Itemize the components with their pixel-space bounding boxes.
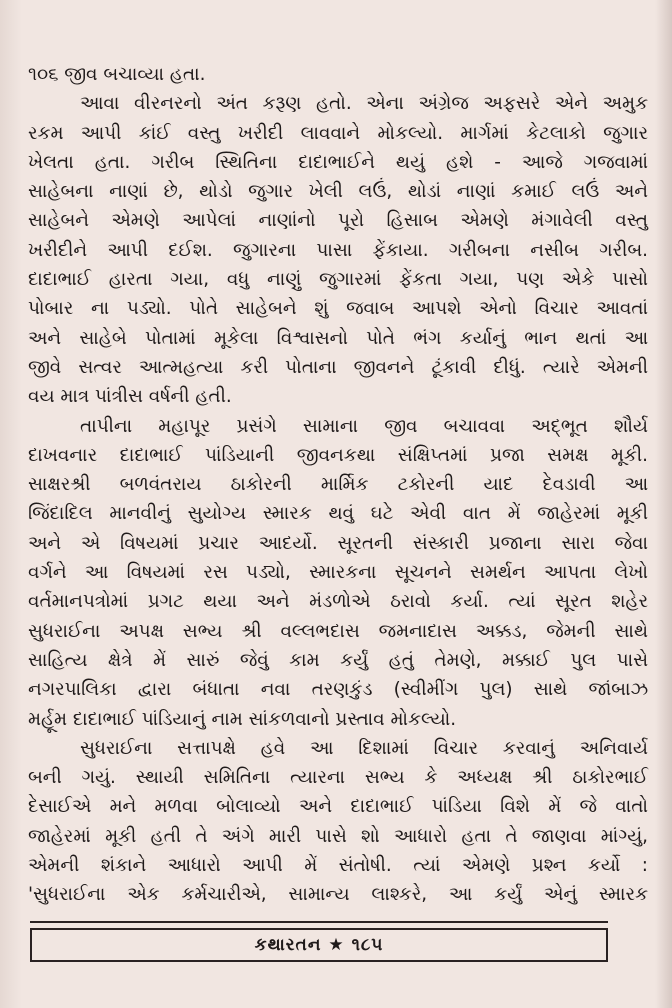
body-line: દાદાભાઈ હારતા ગયા, વધુ નાણું જુગારમાં ફેંકતા ગયા, પણ એકે પાસો bbox=[28, 269, 648, 291]
body-line: બની ગયું. સ્થાયી સમિતિના ત્યારના સભ્ય કે અધ્યક્ષ શ્રી ઠાકોરભાઈ bbox=[28, 767, 648, 789]
body-line: દેસાઈએ મને મળવા બોલાવ્યો અને દાદાભાઈ પાંડિયા વિશે મેં જે વાતો bbox=[28, 796, 648, 818]
body-line: જિંદાદિલ માનવીનું સુયોગ્ય સ્મારક થવું ઘટે એવી વાત મેં જાહેરમાં મૂકી bbox=[28, 503, 648, 525]
page-footer bbox=[30, 928, 608, 962]
body-line: મર્હૂમ દાદાભાઈ પાંડિયાનું નામ સાંકળવાનો પ્રસ્તાવ મોકલ્યો. bbox=[28, 708, 457, 730]
body-line: ખેલતા હતા. ગરીબ સ્થિતિના દાદાભાઈને થયું હશે - આજે ગજવામાં bbox=[28, 151, 648, 173]
body-line: સુધરાઈના સત્તાપક્ષે હવે આ દિશામાં વિચાર કરવાનું અનિવાર્ય bbox=[80, 737, 648, 759]
body-line: નગરપાલિકા દ્વારા બંધાતા નવા તરણકુંડ (સ્વીમીંગ પુલ) સાથે જાંબાઝ bbox=[28, 679, 648, 701]
body-text bbox=[28, 60, 648, 910]
body-line: સાહેબના નાણાં છે, થોડો જુગાર ખેલી લઉં, થોડાં નાણાં કમાઈ લઉં અને bbox=[28, 181, 648, 203]
body-line: 'સુધરાઈના એક કર્મચારીએ, સામાન્ય લાશ્કરે, આ કર્યું એનું સ્મારક bbox=[28, 884, 648, 906]
footer-title-page-number: કથારતન ★ ૧૮૫ bbox=[254, 935, 384, 955]
body-line: સુધરાઈના અપક્ષ સભ્ય શ્રી વલ્લભદાસ જમનાદાસ અક્કડ, જેમની સાથે bbox=[28, 620, 648, 642]
body-line: વર્તમાનપત્રોમાં પ્રગટ થયા અને મંડળોએ ઠરાવો કર્યા. ત્યાં સૂરત શહેર bbox=[28, 591, 648, 613]
footer-divider bbox=[30, 921, 608, 923]
body-line: રકમ આપી કાંઈ વસ્તુ ખરીદી લાવવાને મોકલ્યો. માર્ગમાં કેટલાકો જુગાર bbox=[28, 122, 648, 144]
body-line: પોબાર ના પડ્યો. પોતે સાહેબને શું જવાબ આપશે એનો વિચાર આવતાં bbox=[28, 298, 648, 320]
body-line: વય માત્ર પાંત્રીસ વર્ષની હતી. bbox=[28, 386, 232, 408]
page-edge-shadow bbox=[656, 0, 672, 1008]
body-line: જીવે સત્વર આત્મહત્યા કરી પોતાના જીવનને ટૂંકાવી દીધું. ત્યારે એમની bbox=[28, 356, 648, 378]
body-line: સાક્ષરશ્રી બળવંતરાય ઠાકોરની માર્મિક ટકોરની યાદ દેવડાવી આ bbox=[28, 474, 648, 496]
body-line: આવા વીરનરનો અંત કરૂણ હતો. એના અંગ્રેજ અફસરે એને અમુક bbox=[80, 93, 648, 115]
body-line: અને એ વિષયમાં પ્રચાર આદર્યો. સૂરતની સંસ્કારી પ્રજાના સારા જેવા bbox=[28, 532, 648, 554]
body-line: જાહેરમાં મૂકી હતી તે અંગે મારી પાસે શો આધારો હતા તે જાણવા માંગ્યું, bbox=[28, 825, 648, 847]
body-line: વર્ગને આ વિષયમાં રસ પડ્યો, સ્મારકના સૂચનને સમર્થન આપતા લેખો bbox=[28, 562, 648, 584]
body-line: એમની શંકાને આધારો આપી મેં સંતોષી. ત્યાં એમણે પ્રશ્ન કર્યો : bbox=[28, 855, 648, 877]
body-line: ખરીદીને આપી દઈશ. જુગારના પાસા ફેંકાયા. ગરીબના નસીબ ગરીબ. bbox=[28, 239, 648, 261]
body-line: અને સાહેબે પોતામાં મૂકેલા વિશ્વાસનો પોતે ભંગ કર્યાનું ભાન થતાં આ bbox=[28, 327, 648, 349]
body-line: તાપીના મહાપૂર પ્રસંગે સામાના જીવ બચાવવા અદ્ભૂત શૌર્ય bbox=[80, 415, 648, 437]
body-line: દાખવનાર દાદાભાઈ પાંડિયાની જીવનકથા સંક્ષિપ્તમાં પ્રજા સમક્ષ મૂકી. bbox=[28, 444, 648, 466]
body-line: સાહેબને એમણે આપેલાં નાણાંનો પૂરો હિસાબ એમણે મંગાવેલી વસ્તુ bbox=[28, 210, 648, 232]
body-line: સાહિત્ય ક્ષેત્રે મેં સારું જેવું કામ કર્યું હતું તેમણે, મક્કાઈ પુલ પાસે bbox=[28, 649, 648, 671]
body-line: ૧૦૬ જીવ બચાવ્યા હતા. bbox=[28, 64, 206, 85]
